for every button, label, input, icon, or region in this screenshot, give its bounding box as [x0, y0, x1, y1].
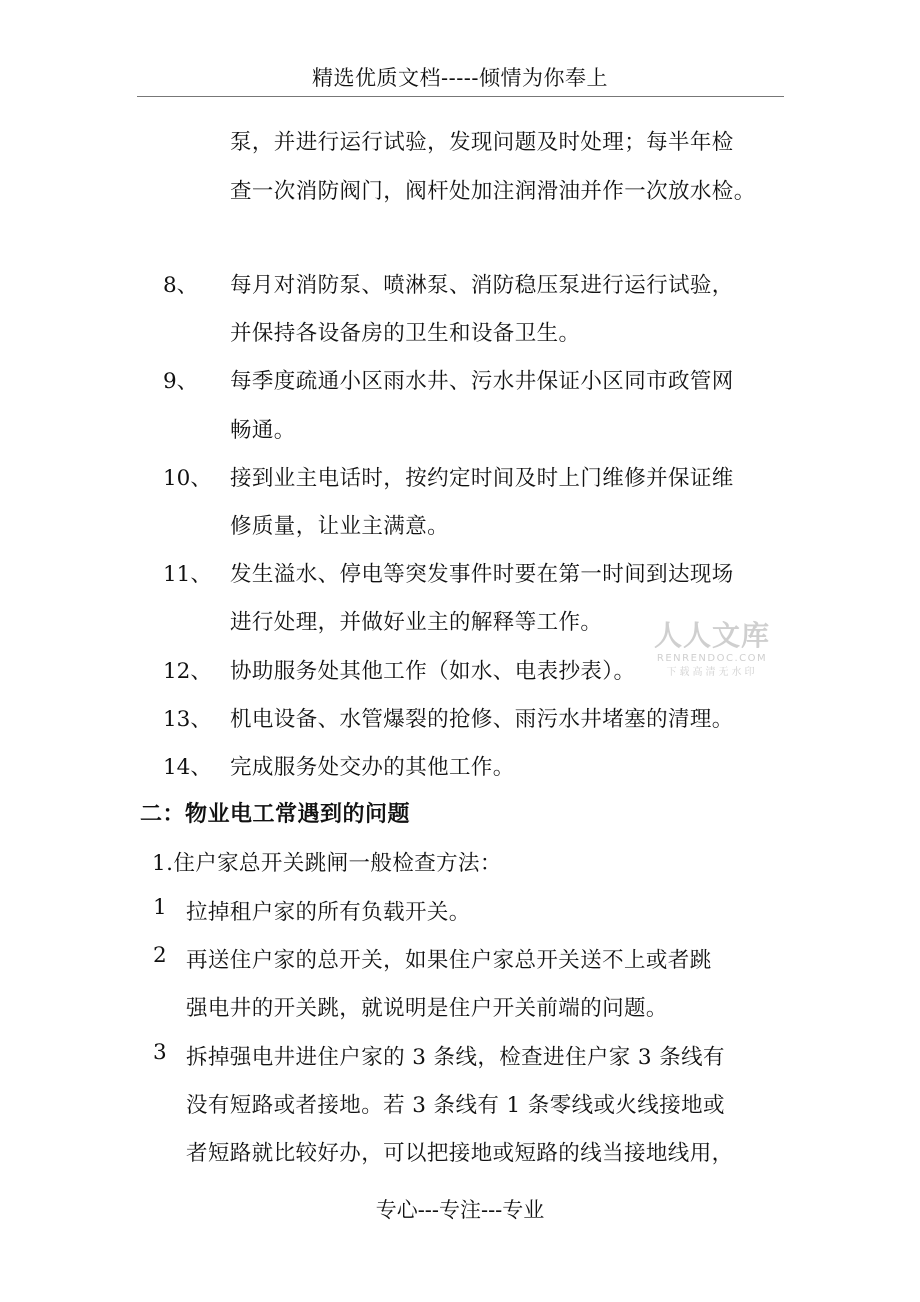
step-text: 者短路就比较好办，可以把接地或短路的线当接地线用，: [186, 1141, 734, 1166]
section-subheading: 1.住户家总开关跳闸一般检查方法：: [152, 851, 502, 876]
step-number: 2: [153, 943, 167, 968]
list-item-number: 13、: [163, 707, 212, 732]
step-text: 拆掉强电井进住户家的 3 条线，检查进住户家 3 条线有: [186, 1045, 725, 1070]
list-item-number: 8、: [163, 273, 199, 298]
list-item-text: 并保持各设备房的卫生和设备卫生。: [230, 321, 581, 346]
step-text: 拉掉租户家的所有负载开关。: [186, 900, 471, 925]
continuation-line: 泵，并进行运行试验，发现问题及时处理；每半年检: [230, 130, 734, 155]
list-item-number: 10、: [163, 466, 212, 491]
watermark-title: 人人文库: [653, 619, 770, 652]
continuation-line: 查一次消防阀门，阀杆处加注润滑油并作一次放水检。: [230, 179, 756, 204]
list-item-text: 畅通。: [230, 418, 296, 443]
list-item-text: 接到业主电话时，按约定时间及时上门维修并保证维: [230, 466, 734, 491]
list-item-text: 每月对消防泵、喷淋泵、消防稳压泵进行运行试验，: [230, 273, 734, 298]
list-item-text: 机电设备、水管爆裂的抢修、雨污水井堵塞的清理。: [230, 707, 734, 732]
list-item-text: 修质量，让业主满意。: [230, 514, 450, 539]
list-item-text: 每季度疏通小区雨水井、污水井保证小区同市政管网: [230, 369, 734, 394]
list-item-number: 9、: [163, 369, 199, 394]
list-item-text: 发生溢水、停电等突发事件时要在第一时间到达现场: [230, 562, 734, 587]
watermark: [647, 620, 777, 680]
watermark-tagline: 下载高清无水印: [666, 667, 758, 678]
section-heading: 二：物业电工常遇到的问题: [140, 801, 411, 827]
step-text: 没有短路或者接地。若 3 条线有 1 条零线或火线接地或: [186, 1093, 725, 1118]
step-number: 1: [153, 895, 167, 920]
watermark-domain: RENRENDOC.COM: [656, 653, 768, 664]
header-divider: [137, 96, 784, 97]
step-text: 强电井的开关跳，就说明是住户开关前端的问题。: [186, 996, 668, 1021]
page-footer: 专心---专注---专业: [375, 1198, 545, 1222]
list-item-number: 11、: [163, 562, 212, 587]
list-item-text: 进行处理，并做好业主的解释等工作。: [230, 610, 603, 635]
list-item-text: 完成服务处交办的其他工作。: [230, 755, 515, 780]
step-text: 再送住户家的总开关，如果住户家总开关送不上或者跳: [186, 948, 712, 973]
step-number: 3: [153, 1040, 167, 1065]
list-item-number: 12、: [163, 659, 212, 684]
page-header: 精选优质文档-----倾情为你奉上: [312, 66, 608, 90]
list-item-text: 协助服务处其他工作（如水、电表抄表）。: [230, 659, 636, 684]
list-item-number: 14、: [163, 755, 212, 780]
